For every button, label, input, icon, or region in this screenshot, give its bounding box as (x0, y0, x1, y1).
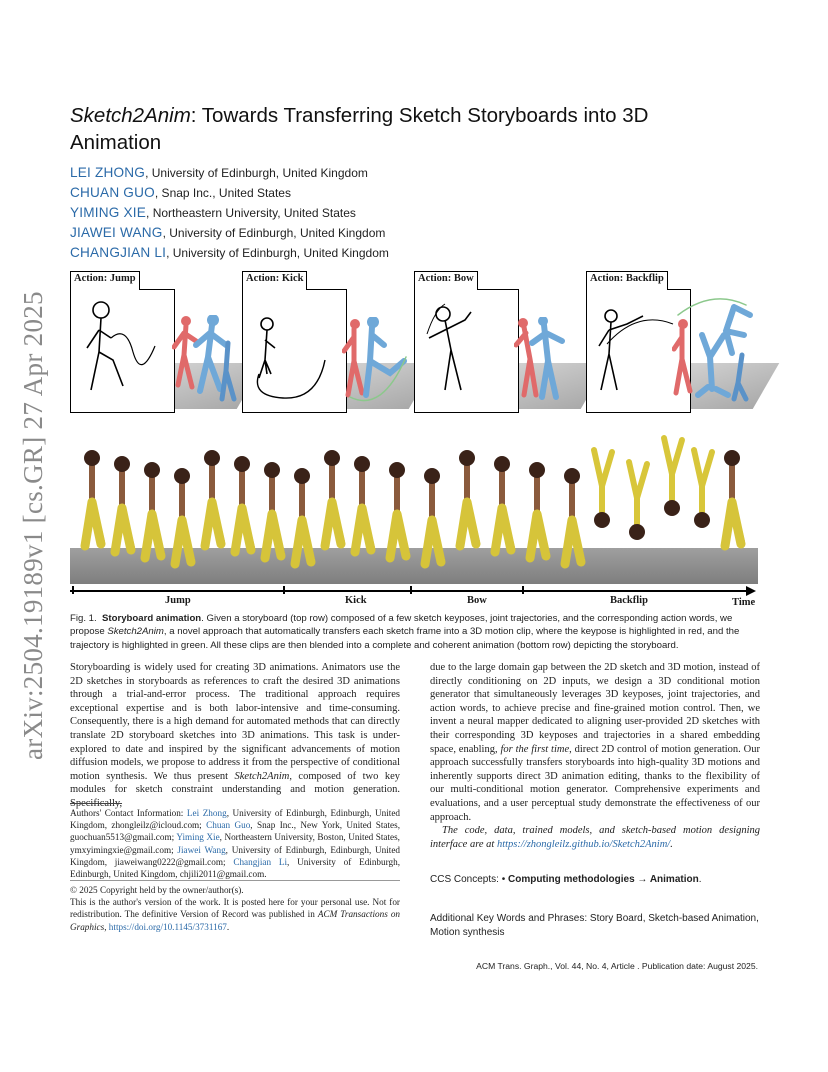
author-link[interactable]: Chuan Guo (206, 820, 251, 831)
timeline-label-bow: Bow (467, 595, 487, 606)
author-affiliation: , Snap Inc., United States (154, 186, 291, 200)
blended-animation-strip (70, 428, 758, 586)
ccs-suffix: . (698, 874, 702, 885)
author-affiliation: , University of Edinburgh, United Kingdom (145, 166, 368, 180)
timeline-label-backflip: Backflip (610, 595, 648, 606)
ccs-concepts (430, 874, 760, 885)
sketch-frame (414, 289, 519, 413)
author-line (70, 163, 690, 183)
abstract-method: Sketch2Anim (234, 770, 290, 782)
author-link[interactable]: Yiming Xie (176, 832, 220, 843)
timeline-tick (72, 586, 74, 594)
title-method-name: Sketch2Anim (70, 104, 191, 127)
copyright-footnote (70, 884, 400, 933)
storyboard-panel-kick (242, 271, 417, 413)
timeline-arrow (746, 586, 756, 596)
code-text: . (670, 838, 673, 850)
panel-label: Action: Kick (242, 271, 307, 290)
storyboard-panel-backflip (586, 271, 761, 413)
journal-name: ACM Transactions on Graphics (70, 909, 401, 932)
keywords: Additional Key Words and Phrases: Story Board, Sketch-based Animation, Motion synthesis (430, 913, 759, 938)
sketch-jump-figure (71, 290, 174, 412)
animated-character (629, 462, 647, 540)
panel-label: Action: Bow (414, 271, 478, 290)
author-affiliation: , Northeastern University, United States (146, 206, 356, 220)
animated-character (664, 438, 682, 516)
project-link[interactable]: https://zhongleilz.github.io/Sketch2Anim/ (496, 838, 671, 850)
timeline-tick (283, 586, 285, 594)
author-name[interactable]: CHUAN GUO (70, 185, 155, 200)
abstract-text: Storyboarding is widely used for creating 3D animations. Animators use the 2D sketches in storyboards as references to craft the desired 3D animations through a trial-and-error process. The traditional approach requires exceptional expertise and is both labor-intensive and time-consuming. Consequently, there is a high demand for automated methods that can directly translate 2D storyboard sketches into 3D animations. This task is under-explored to date and inspired by the significant advancements of motion diffusion models, we propose to address it from the perspective of conditional motion synthesis. We thus present (70, 662, 400, 782)
footnote-rule (70, 803, 122, 804)
abstract-paragraph (70, 661, 400, 811)
author-contact-footnote (70, 807, 400, 880)
animated-character (694, 450, 712, 528)
footnote-text: , Snap Inc., New York, United States, guochuan5513@gmail.com; (70, 820, 401, 843)
animated-character (234, 456, 252, 552)
code-availability (430, 824, 760, 851)
copyright-text: . (226, 921, 230, 932)
sketch-kick-figure (243, 290, 346, 412)
3d-keypose-jump (172, 315, 242, 409)
abstract-left-column (70, 661, 400, 811)
animated-character (494, 456, 512, 552)
animated-character (204, 450, 222, 546)
author-name[interactable]: JIAWEI WANG (70, 225, 163, 240)
animated-character (264, 462, 282, 558)
sketch-frame (70, 289, 175, 413)
timeline-tick (522, 586, 524, 594)
author-list (70, 163, 690, 263)
ccs-prefix: CCS Concepts: • (430, 874, 508, 885)
copyright-notice (70, 896, 400, 933)
panel-label: Action: Jump (70, 271, 140, 290)
author-affiliation: , University of Edinburgh, United Kingdom (166, 246, 389, 260)
footnote-text: , University of Edinburgh, Edinburgh, United Kingdom, jiaweiwang0222@gmail.com; (70, 844, 400, 867)
abstract-text: , composed of two key modules for sketch constraint understanding and motion generation. (70, 770, 400, 796)
caption-text: . Given a storyboard (top row) composed of a few sketch keyposes, joint trajectories, and the corresponding action words, we propose (70, 613, 733, 638)
storyboard-panel-jump (70, 271, 245, 413)
paper-title (70, 102, 730, 156)
abstract-emphasis: for the first time (500, 743, 570, 755)
author-name[interactable]: LEI ZHONG (70, 165, 146, 180)
animated-character (529, 462, 547, 558)
author-line (70, 223, 690, 243)
author-line (70, 203, 690, 223)
abstract-text: due to the large domain gap between the 2D sketch and 3D motion, instead of directly conditioning on 2D inputs, we design a 3D conditional motion generator that simultaneously leverages 3D keyposes, joint trajectories, and action words, to achieve precise and fine-grained motion control. Then, we invent a neural mapper dedicated to aligning user-provided 2D sketches with their corresponding 3D keyposes and trajectories in a shared embedding space, enabling, (430, 662, 760, 755)
footnote-text: , University of Edinburgh, Edinburgh, United Kingdom, chjili2011@gmail.com. (70, 856, 400, 880)
3d-keypose-bow (514, 317, 586, 409)
copyright-text: , (104, 921, 109, 932)
author-line (70, 243, 690, 263)
3d-keypose-backflip (672, 295, 762, 409)
timeline-label-time: Time (732, 597, 756, 608)
footnote-text: Authors' Contact Information: (70, 808, 187, 818)
sketch-bow-figure (415, 290, 518, 412)
copyright-text: This is the author's version of the work. It is posted here for your personal use. Not for redistribution. The definitive Version of Record was published in (70, 897, 400, 920)
doi-link[interactable]: https://doi.org/10.1145/3731167 (108, 921, 227, 932)
animated-character (84, 450, 102, 546)
page-footer: ACM Trans. Graph., Vol. 44, No. 4, Article . Publication date: August 2025. (476, 961, 758, 971)
abstract-text: , direct 2D control of motion generation. Our approach successfully transfers storyboards into high-quality 3D motions and inherently supports direct 3D animation editing, thanks to the flexibility of our multi-conditional motion generator. Comprehensive experiments and evaluations, and a user perceptual study demonstrate the effectiveness of our approach. (430, 743, 760, 823)
author-link[interactable]: Lei Zhong (186, 808, 227, 818)
3d-keypose-kick (342, 317, 414, 409)
title-rest: : Towards Transferring Sketch Storyboards into 3D Animation (70, 104, 649, 154)
sketch-frame (242, 289, 347, 413)
author-affiliation: , University of Edinburgh, United Kingdom (162, 226, 386, 240)
storyboard-panel-bow (414, 271, 589, 413)
copyright-line: © 2025 Copyright held by the owner/author(s). (70, 885, 244, 895)
animated-character (324, 450, 342, 546)
abstract-paragraph (430, 661, 760, 824)
animated-character (459, 450, 477, 546)
timeline-axis (70, 590, 746, 592)
caption-method: Sketch2Anim (107, 626, 164, 638)
footnote-text: , Northeastern University, Boston, United States, ymxyimingxie@gmail.com; (70, 832, 400, 855)
animated-character (564, 468, 582, 564)
panel-label: Action: Backflip (586, 271, 668, 290)
animated-character (294, 468, 312, 564)
author-line (70, 183, 690, 203)
caption-title: Storyboard animation (102, 613, 202, 624)
footnote-divider (70, 880, 400, 881)
animated-character (354, 456, 372, 552)
animated-character (594, 450, 612, 528)
author-name[interactable]: CHANGJIAN LI (70, 245, 167, 260)
timeline-label-jump: Jump (165, 595, 191, 606)
animated-character (174, 468, 192, 564)
abstract-right-column (430, 661, 760, 851)
author-link[interactable]: Jiawei Wang (177, 844, 226, 855)
caption-text: , a novel approach that automatically transfers each sketch frame into a 3D motion clip, where the keypose is highlighted in red, and the trajectory is highlighted in green. All these clips are then blended into a complete and coherent animation (bottom row) depicting the storyboard. (70, 626, 740, 651)
timeline-label-kick: Kick (345, 595, 367, 606)
footnote-text: , University of Edinburgh, Edinburgh, United Kingdom, zhongleilz@icloud.com; (70, 808, 400, 831)
animated-character (144, 462, 162, 558)
animated-character (424, 468, 442, 564)
arxiv-stamp: arXiv:2504.19189v1 [cs.GR] 27 Apr 2025 (18, 291, 48, 760)
author-name[interactable]: YIMING XIE (70, 205, 147, 220)
timeline-tick (410, 586, 412, 594)
animated-character (724, 450, 742, 546)
caption-prefix: Fig. 1. (70, 613, 97, 624)
animated-character (389, 462, 407, 558)
animated-character (114, 456, 132, 552)
code-text: The code, data, trained models, and sketch-based motion designing interface are at (430, 825, 760, 850)
author-link[interactable]: Changjian Li (233, 856, 288, 867)
figure-caption (70, 612, 758, 652)
ccs-term: Computing methodologies → Animation (507, 874, 699, 885)
